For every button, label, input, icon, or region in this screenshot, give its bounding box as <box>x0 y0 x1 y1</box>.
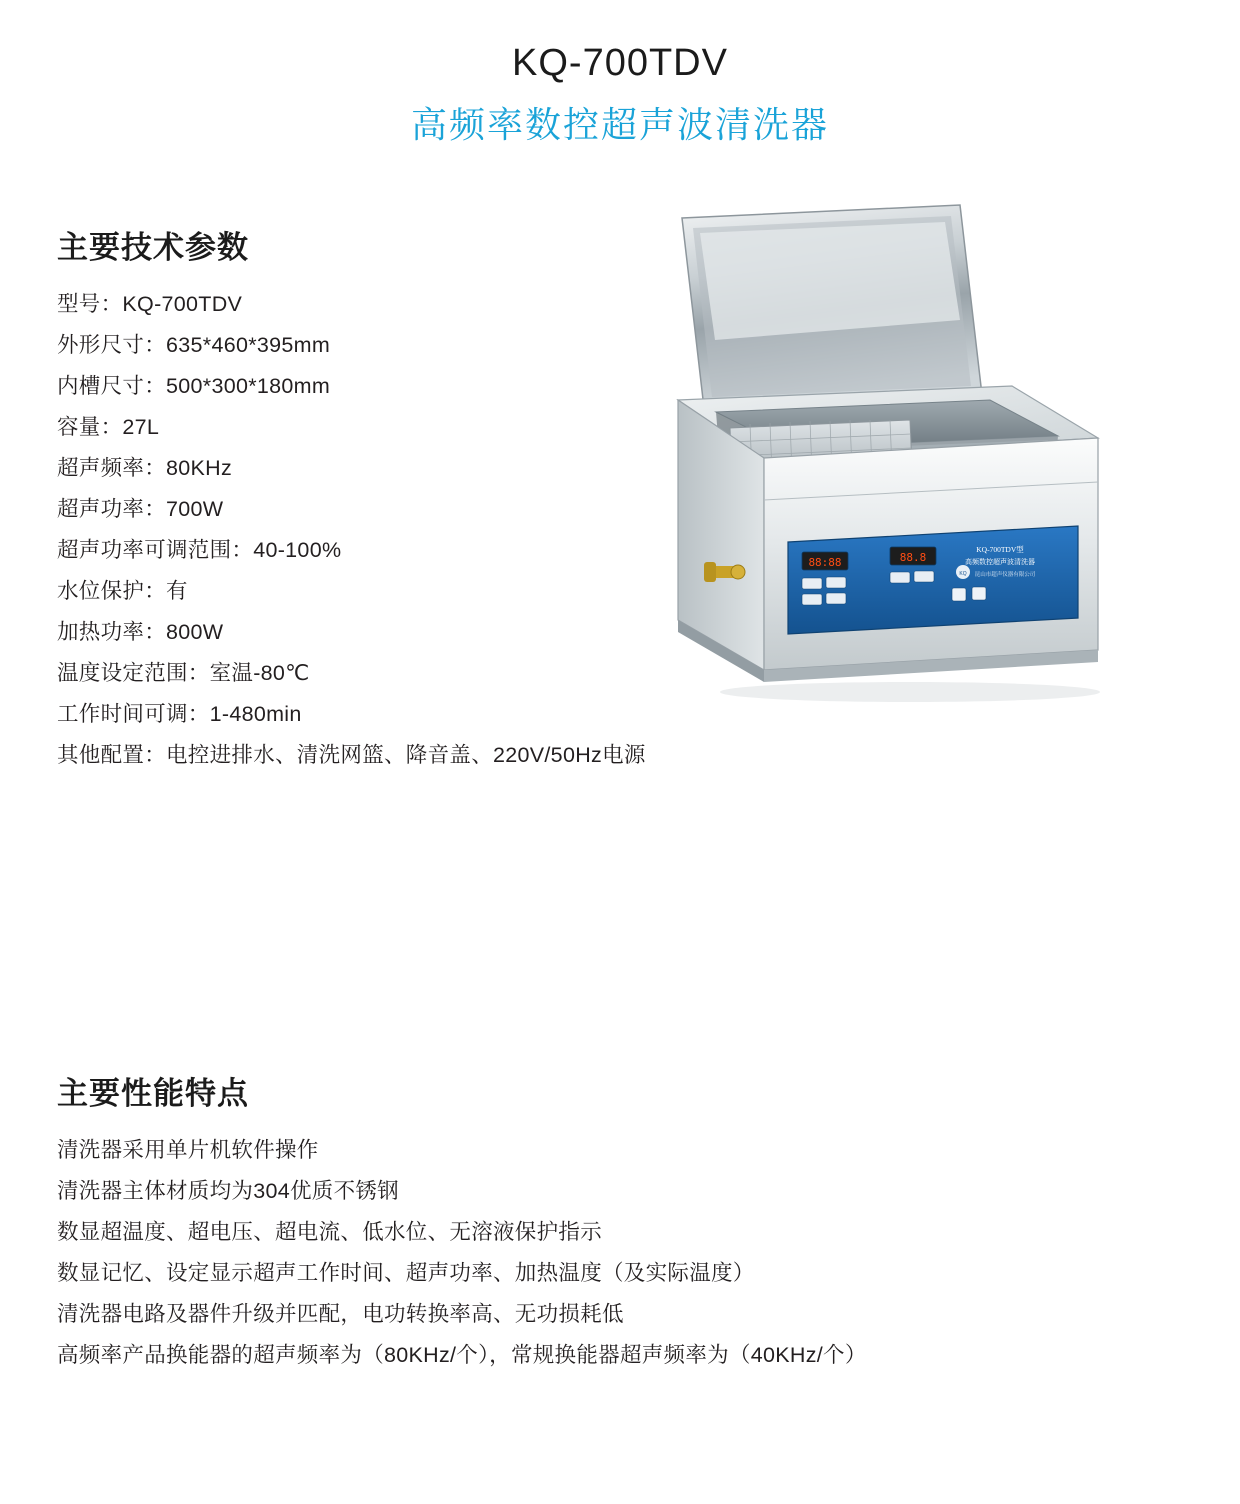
button-setting[interactable] <box>826 577 846 588</box>
svg-text:KQ: KQ <box>959 571 967 577</box>
page-title: KQ-700TDV <box>512 42 728 84</box>
list-item: 超声功率可调范围：40-100% <box>57 538 342 562</box>
button-stop[interactable] <box>914 571 934 582</box>
list-item: 加热功率：800W <box>57 620 224 644</box>
ultrasonic-cleaner-illustration <box>660 200 1180 720</box>
panel-model-label: KQ-700TDV型 <box>976 545 1024 554</box>
list-item: 工作时间可调：1-480min <box>57 702 302 726</box>
list-item: 清洗器电路及器件升级并匹配，电功转换率高、无功损耗低 <box>57 1302 624 1326</box>
specifications-section <box>57 222 677 776</box>
photo-shadow <box>720 682 1100 702</box>
button-power[interactable] <box>826 593 846 604</box>
list-item: 清洗器主体材质均为304优质不锈钢 <box>57 1179 399 1203</box>
page-subtitle: 高频率数控超声波清洗器 <box>410 103 829 145</box>
list-item: 数显记忆、设定显示超声工作时间、超声功率、加热温度（及实际温度） <box>57 1261 755 1285</box>
list-item: 型号：KQ-700TDV <box>57 292 243 316</box>
button-temperature[interactable] <box>802 594 822 605</box>
button-start[interactable] <box>890 572 910 583</box>
list-item: 高频率产品换能器的超声频率为（80KHz/个），常规换能器超声频率为（40KHz/个） <box>57 1343 867 1367</box>
list-item: 内槽尺寸：500*300*180mm <box>57 374 331 398</box>
control-panel <box>788 526 1078 634</box>
button-timer[interactable] <box>802 578 822 589</box>
button-fill[interactable] <box>972 587 986 600</box>
list-item: 数显超温度、超电压、超电流、低水位、无溶液保护指示 <box>57 1220 603 1244</box>
page-header <box>0 0 1240 147</box>
features-section <box>57 1068 1197 1376</box>
list-item: 温度设定范围：室温-80℃ <box>57 661 310 685</box>
list-item: 超声频率：80KHz <box>57 456 233 480</box>
features-list <box>57 1130 1197 1376</box>
list-item: 水位保护：有 <box>57 579 188 603</box>
button-drain[interactable] <box>952 588 966 601</box>
panel-brand-line: 高频数控超声波清洗器 <box>965 559 1035 566</box>
specifications-list <box>57 284 677 776</box>
features-heading: 主要性能特点 <box>57 1076 249 1111</box>
timer-display-value: 88:88 <box>808 556 842 569</box>
list-item: 容量：27L <box>57 415 160 439</box>
temperature-display-value: 88.8 <box>899 551 927 564</box>
list-item: 超声功率：700W <box>57 497 224 521</box>
list-item: 其他配置：电控进排水、清洗网篮、降音盖、220V/50Hz电源 <box>57 743 646 767</box>
panel-company-line: 昆山市超声仪器有限公司 <box>974 572 1036 578</box>
product-photo <box>660 200 1180 720</box>
cleaner-lid <box>682 205 990 418</box>
specifications-heading: 主要技术参数 <box>57 230 249 265</box>
list-item: 外形尺寸：635*460*395mm <box>57 333 331 357</box>
list-item: 清洗器采用单片机软件操作 <box>57 1138 319 1162</box>
